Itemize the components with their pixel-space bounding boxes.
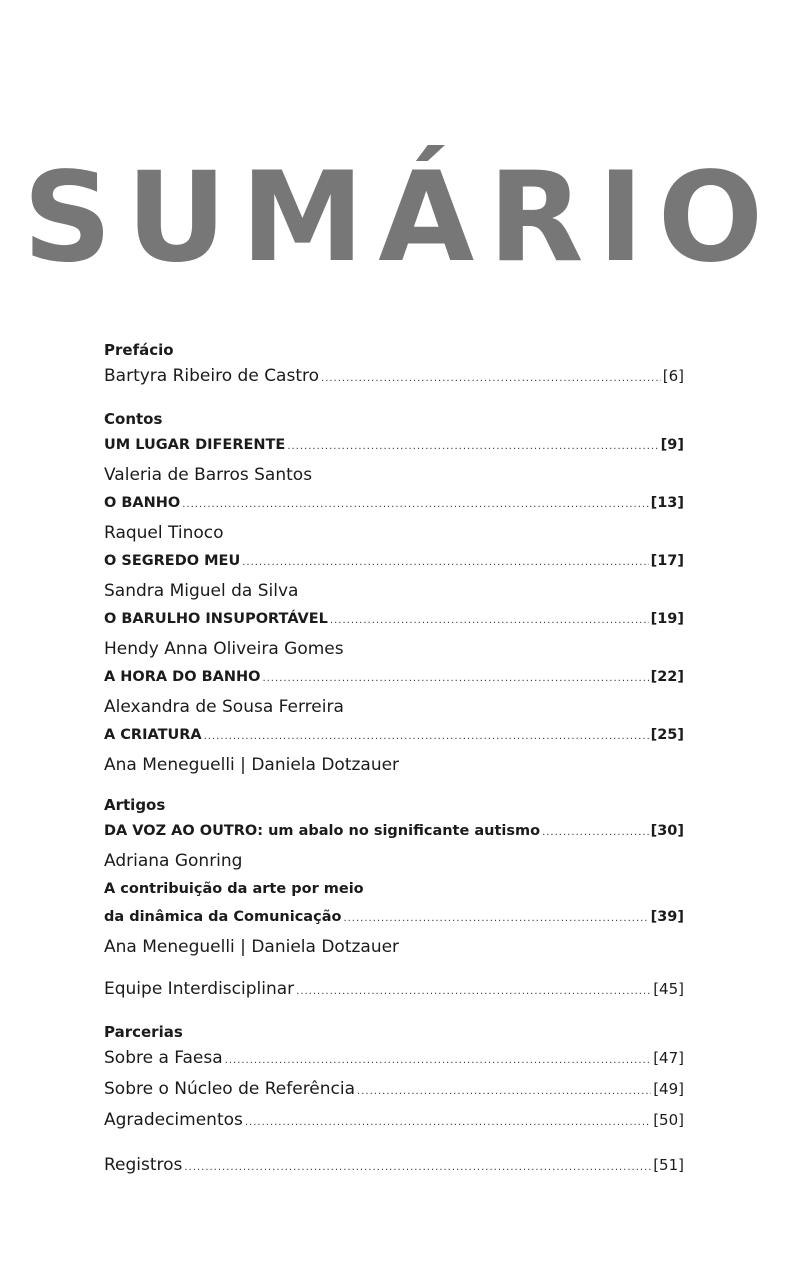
toc-entry-title: Sobre a Faesa	[104, 1048, 223, 1068]
toc-entry-author: Sandra Miguel da Silva	[104, 581, 299, 601]
dot-leader	[321, 362, 661, 393]
toc-entry-prefacio	[104, 362, 684, 393]
dot-leader	[245, 1106, 651, 1137]
toc-entry-conto	[104, 605, 684, 635]
toc-entry-page: [45]	[653, 980, 684, 998]
toc-entry-author: Raquel Tinoco	[104, 523, 224, 543]
dot-leader	[242, 547, 648, 577]
toc-entry-title: O SEGREDO MEU	[104, 553, 241, 569]
toc-entry-page: [39]	[650, 909, 684, 925]
section-heading-prefacio: Prefácio	[104, 341, 174, 359]
table-of-contents	[104, 338, 684, 1182]
toc-entry-artigo	[104, 903, 684, 933]
toc-entry-author: Valeria de Barros Santos	[104, 465, 313, 485]
dot-leader	[542, 817, 648, 847]
toc-entry-page: [9]	[660, 437, 684, 453]
dot-leader	[262, 663, 648, 693]
toc-entry-conto	[104, 489, 684, 519]
dot-leader	[204, 721, 649, 751]
toc-entry-title: Registros	[104, 1155, 183, 1175]
dot-leader	[330, 605, 649, 635]
dot-leader	[343, 903, 648, 933]
toc-entry-parceria	[104, 1075, 684, 1106]
toc-entry-title: UM LUGAR DIFERENTE	[104, 437, 286, 453]
toc-entry-page: [25]	[650, 727, 684, 743]
toc-entry-author: Ana Meneguelli | Daniela Dotzauer	[104, 937, 400, 957]
toc-entry-page: [30]	[650, 823, 684, 839]
toc-entry-page: [17]	[650, 553, 684, 569]
section-heading-parcerias: Parcerias	[104, 1023, 183, 1041]
toc-entry-conto	[104, 721, 684, 751]
toc-entry-parceria	[104, 1106, 684, 1137]
toc-entry-registros	[104, 1151, 684, 1182]
toc-entry-conto	[104, 547, 684, 577]
toc-entry-title: A HORA DO BANHO	[104, 669, 261, 685]
toc-entry-title: O BANHO	[104, 495, 181, 511]
section-heading-contos: Contos	[104, 410, 163, 428]
toc-entry-page: [19]	[650, 611, 684, 627]
toc-entry-page: [50]	[653, 1111, 684, 1129]
page-title: SUMÁRIO	[22, 146, 778, 290]
toc-entry-title: Equipe Interdisciplinar	[104, 979, 295, 999]
toc-entry-title: Agradecimentos	[104, 1110, 243, 1130]
toc-entry-equipe	[104, 975, 684, 1006]
toc-entry-title: DA VOZ AO OUTRO: um abalo no significante autismo	[104, 823, 541, 839]
toc-entry-conto	[104, 663, 684, 693]
toc-entry-author: Hendy Anna Oliveira Gomes	[104, 639, 344, 659]
toc-entry-title: da dinâmica da Comunicação	[104, 909, 342, 925]
dot-leader	[296, 975, 651, 1006]
toc-entry-page: [49]	[653, 1080, 684, 1098]
toc-entry-page: [47]	[653, 1049, 684, 1067]
toc-entry-page: [13]	[650, 495, 684, 511]
dot-leader	[182, 489, 648, 519]
toc-entry-author: Alexandra de Sousa Ferreira	[104, 697, 344, 717]
toc-entry-title: Sobre o Núcleo de Referência	[104, 1079, 356, 1099]
toc-entry-author: Adriana Gonring	[104, 851, 243, 871]
toc-entry-author: Ana Meneguelli | Daniela Dotzauer	[104, 755, 400, 775]
dot-leader	[357, 1075, 651, 1106]
toc-entry-title: Bartyra Ribeiro de Castro	[104, 366, 320, 386]
toc-entry-conto	[104, 431, 684, 461]
toc-entry-page: [22]	[650, 669, 684, 685]
toc-entry-title: A CRIATURA	[104, 727, 202, 743]
dot-leader	[184, 1151, 651, 1182]
dot-leader	[225, 1044, 652, 1075]
toc-entry-title: O BARULHO INSUPORTÁVEL	[104, 611, 328, 627]
section-heading-artigos: Artigos	[104, 796, 166, 814]
toc-entry-title-line1: A contribuição da arte por meio	[104, 881, 364, 897]
dot-leader	[287, 431, 658, 461]
toc-entry-artigo	[104, 817, 684, 847]
toc-entry-parceria	[104, 1044, 684, 1075]
toc-entry-page: [6]	[662, 367, 684, 385]
toc-entry-page: [51]	[653, 1156, 684, 1174]
